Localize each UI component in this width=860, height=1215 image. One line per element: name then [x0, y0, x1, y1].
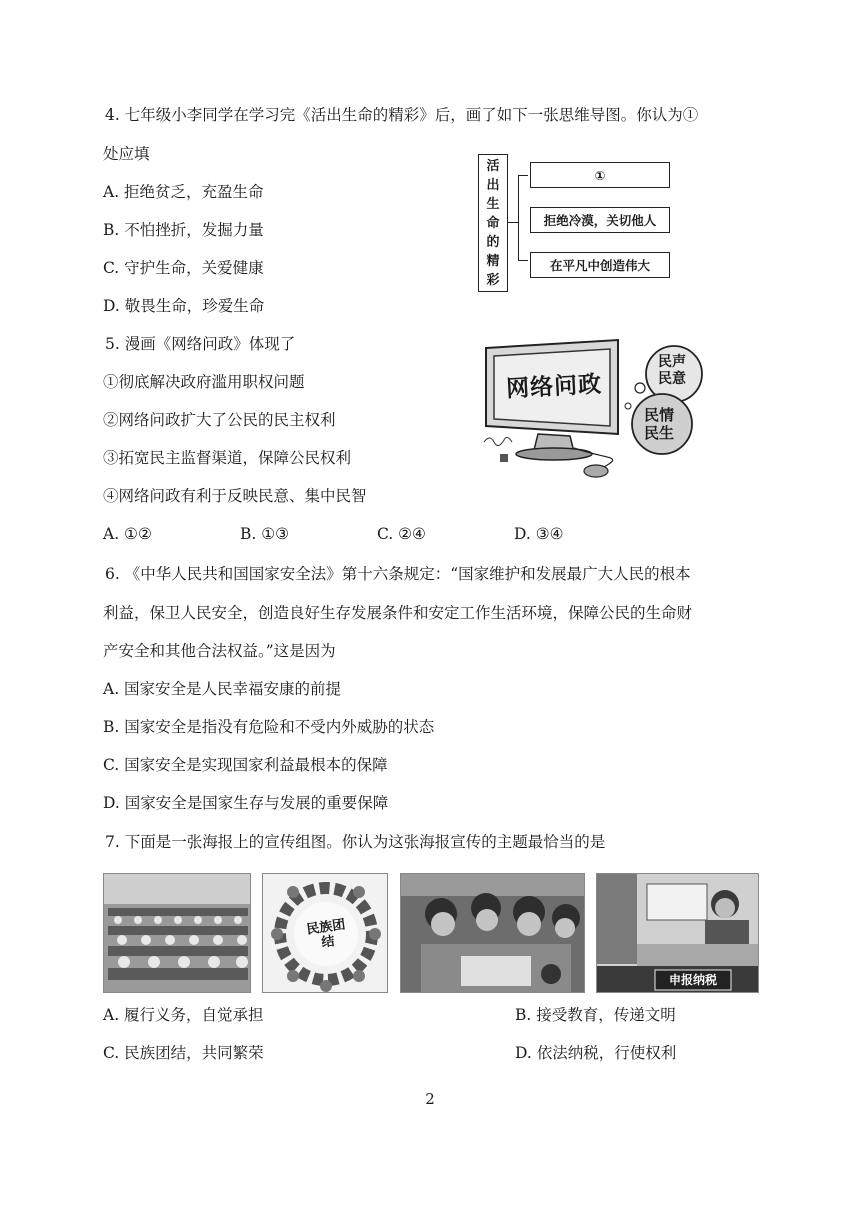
q7-option-a: A. 履行义务，自觉承担	[103, 1006, 264, 1024]
mind-map-bracket	[518, 175, 528, 261]
cartoon-image	[478, 330, 708, 480]
photo-classroom	[103, 873, 251, 993]
photo-tax-declaration	[596, 873, 759, 993]
q5-statement-2: ②网络问政扩大了公民的民主权利	[103, 411, 336, 429]
page-number: 2	[425, 1090, 435, 1108]
q7-option-b: B. 接受教育，传递文明	[515, 1006, 676, 1024]
q4-option-a: A. 拒绝贫乏，充盈生命	[103, 183, 264, 201]
q6-stem-line3: 产安全和其他合法权益。”这是因为	[103, 642, 336, 660]
mind-map-connector	[508, 222, 518, 223]
q5-stem: 5. 漫画《网络问政》体现了	[105, 335, 296, 353]
q7-option-d: D. 依法纳税，行使权利	[515, 1044, 677, 1062]
q6-option-d: D. 国家安全是国家生存与发展的重要保障	[103, 794, 389, 812]
q5-statement-4: ④网络问政有利于反映民意、集中民智	[103, 487, 367, 505]
bubble-2: 民情 民生	[644, 406, 675, 442]
photo-ethnic-unity	[262, 873, 388, 993]
tax-sign-text: 申报纳税	[668, 973, 717, 987]
q4-stem-line2: 处应填	[103, 145, 150, 163]
mind-map-box-2: 拒绝冷漠，关切他人	[530, 207, 670, 233]
mind-map-diagram	[478, 152, 678, 297]
q6-option-c: C. 国家安全是实现国家利益最根本的保障	[103, 756, 388, 774]
q6-option-b: B. 国家安全是指没有危险和不受内外威胁的状态	[103, 718, 435, 736]
q5-option-a: A. ①②	[103, 525, 152, 543]
q5-option-d: D. ③④	[514, 525, 564, 543]
q4-option-b: B. 不怕挫折，发掘力量	[103, 221, 264, 239]
q5-statement-3: ③拓宽民主监督渠道，保障公民权利	[103, 449, 352, 467]
q7-option-c: C. 民族团结，共同繁荣	[103, 1044, 264, 1062]
q5-statement-1: ①彻底解决政府滥用职权问题	[103, 373, 305, 391]
cartoon-screen-text: 网络问政	[505, 371, 603, 403]
q5-option-b: B. ①③	[240, 525, 290, 543]
q7-stem: 7. 下面是一张海报上的宣传组图。你认为这张海报宣传的主题最恰当的是	[105, 833, 606, 851]
mind-map-box-blank: ①	[530, 162, 670, 188]
network-governance-cartoon	[478, 330, 708, 480]
q6-option-a: A. 国家安全是人民幸福安康的前提	[103, 680, 342, 698]
q6-stem-line1: 6. 《中华人民共和国国家安全法》第十六条规定：“国家维护和发展最广大人民的根本	[105, 565, 691, 583]
mind-map-box-3: 在平凡中创造伟大	[530, 252, 670, 278]
unity-title: 民族团结	[305, 917, 347, 951]
q4-option-d: D. 敬畏生命，珍爱生命	[103, 297, 265, 315]
q6-stem-line2: 利益，保卫人民安全，创造良好生存发展条件和安定工作生活环境，保障公民的生命财	[103, 604, 693, 622]
q4-option-c: C. 守护生命，关爱健康	[103, 259, 264, 277]
q4-stem-line1: 4. 七年级小李同学在学习完《活出生命的精彩》后，画了如下一张思维导图。你认为①	[105, 106, 699, 124]
q5-option-c: C. ②④	[377, 525, 426, 543]
photo-education	[400, 873, 585, 993]
bubble-1: 民声 民意	[658, 354, 686, 387]
mind-map-title: 活 出 生 命 的 精 彩	[478, 154, 508, 292]
